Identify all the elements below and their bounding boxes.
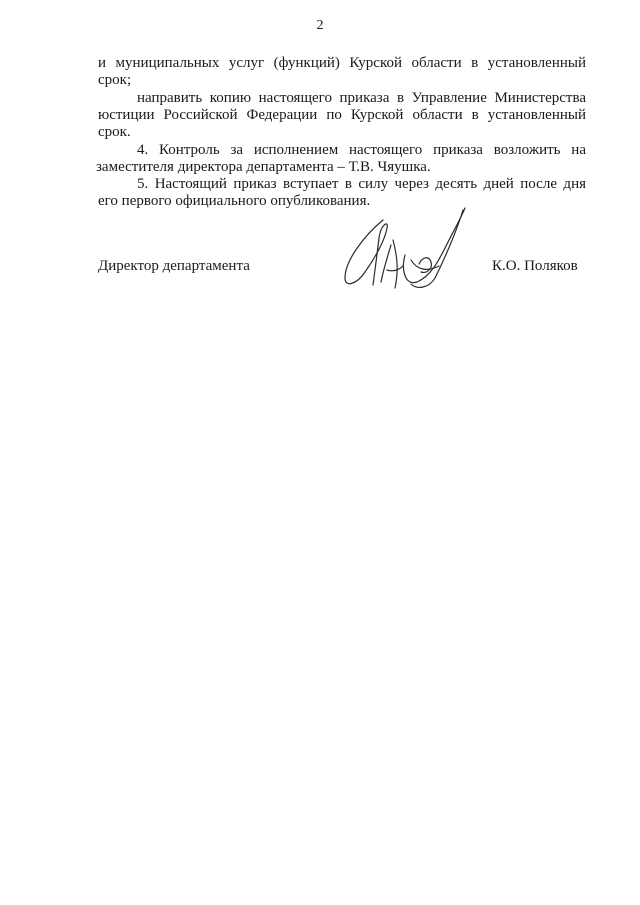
signer-name: К.О. Поляков [492, 258, 578, 274]
paragraph-line: срок. [98, 124, 131, 140]
paragraph-line: срок; [98, 72, 132, 88]
paragraph-line: его первого официального опубликования. [98, 193, 371, 209]
paragraph-line: юстиции Российской Федерации по Курской области в установленный [98, 107, 586, 123]
paragraph-line: 4. Контроль за исполнением настоящего приказа возложить на [137, 142, 586, 158]
paragraph-line: заместителя директора департамента – Т.В. Чяушка. [96, 159, 431, 175]
paragraph-line: и муниципальных услуг (функций) Курской области в установленный [98, 55, 586, 71]
paragraph-line: 5. Настоящий приказ вступает в силу через десять дней после дня [137, 176, 586, 192]
handwritten-signature [335, 200, 475, 300]
signature-position-title: Директор департамента [98, 258, 250, 274]
page-number: 2 [316, 18, 324, 33]
paragraph-line: направить копию настоящего приказа в Управление Министерства [137, 90, 586, 106]
